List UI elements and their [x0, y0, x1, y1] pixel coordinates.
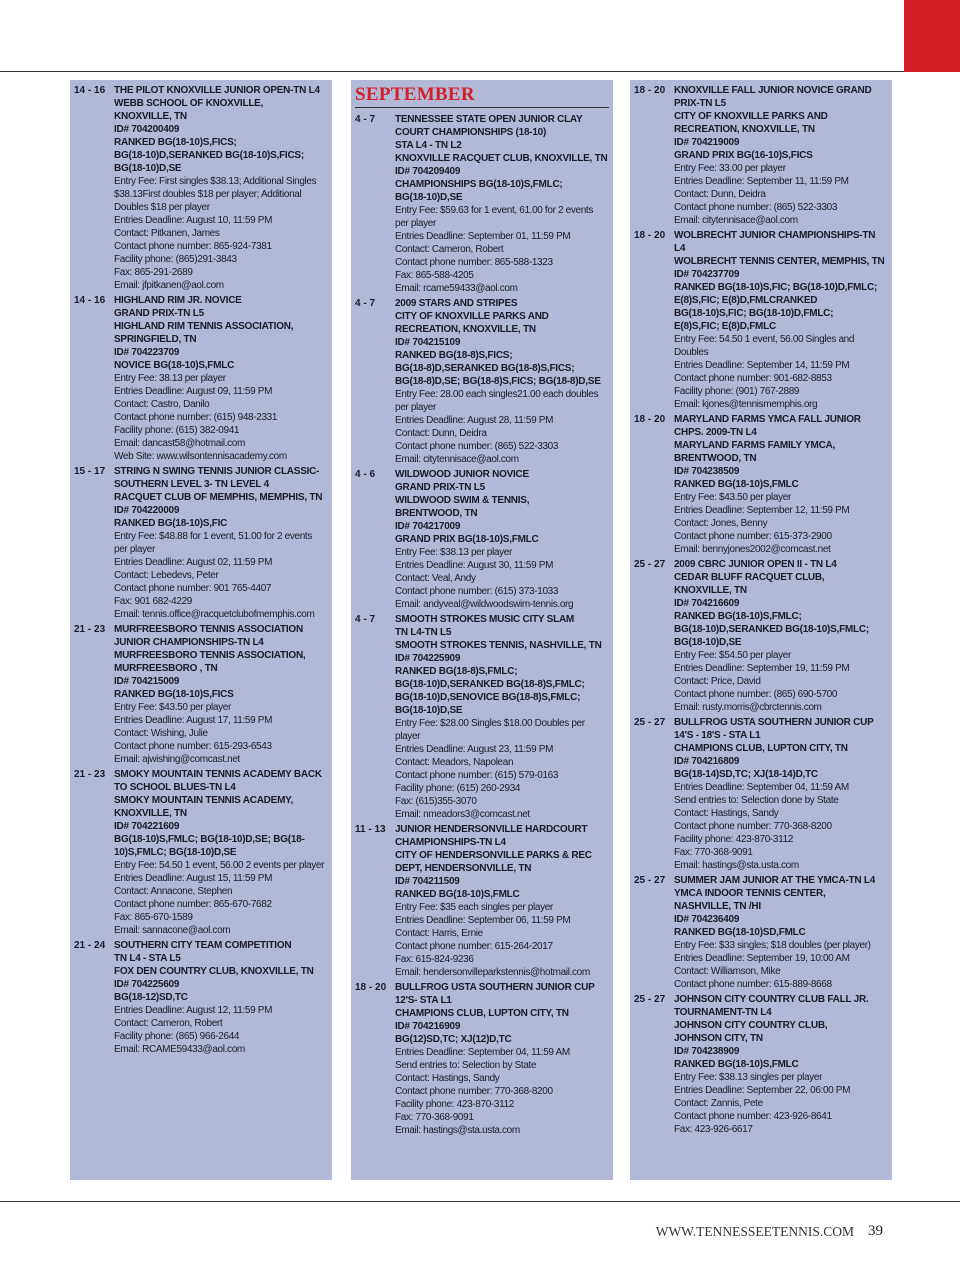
detail-heading-line: RECREATION, KNOXVILLE, TN — [395, 324, 536, 335]
detail-line: Entries Deadline: September 19, 11:59 PM — [674, 663, 850, 674]
tournament-entry — [634, 993, 888, 1136]
tournament-dates: 4 - 6 — [355, 469, 376, 480]
detail-heading-line: ID# 704223709 — [114, 347, 180, 358]
detail-line: Facility phone: 423-870-3112 — [674, 834, 793, 845]
detail-heading-line: WEBB SCHOOL OF KNOXVILLE, — [114, 98, 264, 109]
detail-line: Entries Deadline: August 15, 11:59 PM — [114, 873, 273, 884]
detail-heading-line: ID# 704220009 — [114, 505, 180, 516]
tournament-details — [395, 823, 609, 979]
detail-heading-line: SOUTHERN CITY TEAM COMPETITION — [114, 940, 292, 951]
detail-line: Entries Deadline: September 22, 06:00 PM — [674, 1085, 851, 1096]
detail-heading-line: BG(18-10)D,SE — [114, 163, 182, 174]
detail-heading-line: KNOXVILLE, TN — [114, 111, 187, 122]
detail-line: Entry Fee: $38.13 per player — [395, 547, 512, 558]
detail-line: Facility phone: (615) 260-2934 — [395, 783, 521, 794]
detail-line: Send entries to: Selection done by State — [674, 795, 839, 806]
tournament-dates: 25 - 27 — [634, 559, 666, 570]
detail-heading-line: CEDAR BLUFF RACQUET CLUB, — [674, 572, 825, 583]
tournament-details — [395, 468, 609, 611]
detail-heading-line: BG(18-10)D,SE — [674, 637, 742, 648]
detail-heading-line: STA L4 - TN L2 — [395, 140, 462, 151]
tournament-dates: 18 - 20 — [634, 414, 666, 425]
detail-heading-line: WOLBRECHT JUNIOR CHAMPIONSHIPS-TN L4 — [674, 230, 876, 254]
tournament-details — [674, 716, 888, 872]
tournament-dates: 21 - 23 — [74, 624, 106, 635]
contact-link-line[interactable]: Web Site: www.wilsontennisacademy.com — [114, 451, 287, 462]
detail-heading-line: MARYLAND FARMS FAMILY YMCA, — [674, 440, 836, 451]
tournament-dates: 15 - 17 — [74, 466, 106, 477]
tournament-dates: 21 - 24 — [74, 940, 106, 951]
detail-line: Entry Fee: First singles $38.13; Additional Singles — [114, 176, 317, 187]
detail-heading-line: 2009 STARS AND STRIPES — [395, 298, 518, 309]
contact-link-line[interactable]: Email: dancast58@hotmail.com — [114, 438, 245, 449]
detail-heading-line: BG(18-10)D,SE — [395, 192, 463, 203]
detail-line: Contact phone number: 865-670-7682 — [114, 899, 272, 910]
detail-heading-line: GRAND PRIX-TN L5 — [395, 482, 485, 493]
detail-line: Fax: 615-824-9236 — [395, 954, 474, 965]
detail-heading-line: WILDWOOD SWIM & TENNIS, — [395, 495, 530, 506]
contact-link-line[interactable]: Email: rcame59433@aol.com — [395, 283, 518, 294]
detail-heading-line: RANKED BG(18-8)S,FICS; — [395, 350, 513, 361]
detail-line: Fax: 423-926-6617 — [674, 1124, 753, 1135]
detail-line: Contact phone number: 615-889-8668 — [674, 979, 832, 990]
detail-heading-line: BRENTWOOD, TN — [395, 508, 478, 519]
detail-heading-line: ID# 704215009 — [114, 676, 180, 687]
detail-heading-line: RANKED BG(18-10)S,FMLC — [395, 889, 520, 900]
tournament-details — [114, 623, 328, 766]
detail-line: Entries Deadline: September 04, 11:59 AM — [674, 782, 849, 793]
contact-link-line[interactable]: Email: hendersonvilleparkstennis@hotmail.com — [395, 967, 590, 978]
detail-heading-line: SMOKY MOUNTAIN TENNIS ACADEMY BACK — [114, 769, 322, 780]
tournament-entry — [74, 623, 328, 766]
page-number: 39 — [868, 1223, 883, 1239]
tournament-dates: 25 - 27 — [634, 994, 666, 1005]
tournament-details — [674, 413, 888, 556]
detail-line: Contact phone number: 901 765-4407 — [114, 583, 272, 594]
tournament-dates: 4 - 7 — [355, 298, 376, 309]
detail-heading-line: THE PILOT KNOXVILLE JUNIOR OPEN-TN L4 — [114, 85, 320, 96]
detail-line: Fax: 865-670-1589 — [114, 912, 193, 923]
detail-line: Facility phone: (865) 966-2644 — [114, 1031, 240, 1042]
month-heading: SEPTEMBER — [355, 84, 609, 108]
detail-heading-line: RANKED BG(18-10)S,FMLC — [674, 479, 799, 490]
detail-heading-line: BULLFROG USTA SOUTHERN JUNIOR CUP — [395, 982, 595, 993]
detail-heading-line: CITY OF HENDERSONVILLE PARKS & REC — [395, 850, 592, 861]
detail-heading-line: E(8)S,FIC; E(8)D,FMLCRANKED — [674, 295, 818, 306]
detail-heading-line: RANKED BG(18-10)S,FICS; — [114, 137, 237, 148]
tournament-entry — [355, 981, 609, 1137]
detail-heading-line: ID# 704238909 — [674, 1046, 740, 1057]
detail-line: Entry Fee: $33 singles; $18 doubles (per player) — [674, 940, 871, 951]
detail-line: Entries Deadline: August 17, 11:59 PM — [114, 715, 273, 726]
detail-line: Contact: Hastings, Sandy — [395, 1073, 500, 1084]
detail-heading-line: RANKED BG(18-10)S,FICS — [114, 689, 234, 700]
detail-heading-line: YMCA INDOOR TENNIS CENTER, — [674, 888, 826, 899]
detail-line: Entry Fee: 38.13 per player — [114, 373, 226, 384]
detail-heading-line: KNOXVILLE RACQUET CLUB, KNOXVILLE, TN — [395, 153, 608, 164]
tournament-entry — [355, 823, 609, 979]
tournament-entry — [634, 558, 888, 714]
detail-heading-line: ID# 704236409 — [674, 914, 740, 925]
detail-heading-line: NASHVILLE, TN /HI — [674, 901, 761, 912]
detail-line: Contact phone number: (615) 579-0163 — [395, 770, 559, 781]
tournament-dates: 18 - 20 — [634, 85, 666, 96]
detail-heading-line: ID# 704200409 — [114, 124, 180, 135]
detail-heading-line: CITY OF KNOXVILLE PARKS AND — [674, 111, 828, 122]
detail-heading-line: CHPS. 2009-TN L4 — [674, 427, 757, 438]
tournament-entry — [74, 465, 328, 621]
tournament-dates: 18 - 20 — [355, 982, 387, 993]
tournament-details — [114, 84, 328, 292]
detail-heading-line: ID# 704215109 — [395, 337, 461, 348]
contact-link-line[interactable]: Email: andyveal@wildwoodswim-tennis.org — [395, 599, 574, 610]
tournament-entry — [634, 229, 888, 411]
contact-link-line[interactable]: Email: ajwishing@comcast.net — [114, 754, 240, 765]
tournament-details — [674, 558, 888, 714]
detail-line: Contact: Veal, Andy — [395, 573, 476, 584]
detail-line: Fax: 770-368-9091 — [674, 847, 753, 858]
detail-heading-line: JOHNSON CITY COUNTRY CLUB FALL JR. — [674, 994, 869, 1005]
detail-heading-line: ID# 704225909 — [395, 653, 461, 664]
tournament-dates: 25 - 27 — [634, 875, 666, 886]
detail-heading-line: BG(18-12)SD,TC — [114, 992, 188, 1003]
detail-heading-line: JOHNSON CITY, TN — [674, 1033, 763, 1044]
detail-line: Entry Fee: $43.50 per player — [114, 702, 231, 713]
detail-heading-line: ID# 704216809 — [674, 756, 740, 767]
detail-line: Contact phone number: (615) 373-1033 — [395, 586, 559, 597]
column-3 — [630, 80, 892, 1180]
contact-link-line[interactable]: Email: citytennisace@aol.com — [674, 215, 798, 226]
tournament-details — [674, 993, 888, 1136]
detail-line: per player — [395, 218, 436, 229]
tournament-dates: 14 - 16 — [74, 295, 106, 306]
detail-heading-line: RANKED BG(18-10)S,FIC — [114, 518, 228, 529]
detail-heading-line: TN L4-TN L5 — [395, 627, 452, 638]
detail-heading-line: GRAND PRIX BG(16-10)S,FICS — [674, 150, 813, 161]
detail-heading-line: BRENTWOOD, TN — [674, 453, 757, 464]
detail-heading-line: JUNIOR CHAMPIONSHIPS-TN L4 — [114, 637, 264, 648]
detail-heading-line: RACQUET CLUB OF MEMPHIS, MEMPHIS, TN — [114, 492, 323, 503]
tournament-entry — [634, 874, 888, 991]
detail-line: Fax: 865-291-2689 — [114, 267, 193, 278]
detail-line: Fax: 901 682-4229 — [114, 596, 193, 607]
tournament-entry — [74, 768, 328, 937]
detail-heading-line: SUMMER JAM JUNIOR AT THE YMCA-TN L4 — [674, 875, 876, 886]
contact-link-line[interactable]: Email: rusty.morris@cbrctennis.com — [674, 702, 822, 713]
detail-line: Entries Deadline: September 14, 11:59 PM — [674, 360, 850, 371]
contact-link-line[interactable]: Email: RCAME59433@aol.com — [114, 1044, 245, 1055]
contact-link-line[interactable]: Email: hastings@sta.usta.com — [674, 860, 799, 871]
detail-line: Contact: Williamson, Mike — [674, 966, 781, 977]
detail-heading-line: ID# 704209409 — [395, 166, 461, 177]
detail-heading-line: BG(18-10)S,FIC; BG(18-10)D,FMLC; — [674, 308, 834, 319]
detail-heading-line: ID# 704238509 — [674, 466, 740, 477]
detail-heading-line: 2009 CBRC JUNIOR OPEN II - TN L4 — [674, 559, 837, 570]
detail-heading-line: BG(18-10)D,SE — [395, 705, 463, 716]
detail-line: Entries Deadline: September 11, 11:59 PM — [674, 176, 849, 187]
contact-link-line[interactable]: Email: jfpitkanen@aol.com — [114, 280, 224, 291]
detail-heading-line: TN L4 - STA L5 — [114, 953, 181, 964]
detail-heading-line: ID# 704211509 — [395, 876, 460, 887]
detail-heading-line: KNOXVILLE, TN — [114, 808, 187, 819]
detail-line: Fax: 865-588-4205 — [395, 270, 474, 281]
tournament-details — [674, 874, 888, 991]
detail-heading-line: WOLBRECHT TENNIS CENTER, MEMPHIS, TN — [674, 256, 885, 267]
detail-line: per player — [395, 402, 436, 413]
detail-heading-line: SMOOTH STROKES TENNIS, NASHVILLE, TN — [395, 640, 602, 651]
detail-line: Contact: Lebedevs, Peter — [114, 570, 219, 581]
detail-heading-line: BG(12)SD,TC; XJ(12)D,TC — [395, 1034, 512, 1045]
tournament-details — [395, 113, 609, 295]
detail-line: Entry Fee: $28.00 Singles $18.00 Doubles per — [395, 718, 585, 729]
tournament-entry — [74, 84, 328, 292]
detail-heading-line: TO SCHOOL BLUES-TN L4 — [114, 782, 236, 793]
detail-line: Doubles — [674, 347, 709, 358]
detail-line: Entry Fee: $38.13 singles per player — [674, 1072, 823, 1083]
detail-line: Entries Deadline: August 12, 11:59 PM — [114, 1005, 273, 1016]
detail-line: Contact: Harris, Ernie — [395, 928, 483, 939]
detail-heading-line: CHAMPIONSHIPS BG(18-10)S,FMLC; — [395, 179, 563, 190]
detail-line: Entry Fee: $54.50 per player — [674, 650, 791, 661]
detail-heading-line: CHAMPIONSHIPS-TN L4 — [395, 837, 506, 848]
detail-heading-line: NOVICE BG(18-10)S,FMLC — [114, 360, 235, 371]
tournament-dates: 14 - 16 — [74, 85, 106, 96]
detail-heading-line: SPRINGFIELD, TN — [114, 334, 197, 345]
tournament-entry — [634, 413, 888, 556]
detail-line: Entry Fee: $59.63 for 1 event, 61.00 for 2 events — [395, 205, 593, 216]
detail-line: Contact: Hastings, Sandy — [674, 808, 779, 819]
tournament-dates: 25 - 27 — [634, 717, 666, 728]
contact-link-line[interactable]: Email: hastings@sta.usta.com — [395, 1125, 520, 1136]
detail-line: Contact: Castro, Danilo — [114, 399, 210, 410]
detail-heading-line: JUNIOR HENDERSONVILLE HARDCOURT — [395, 824, 588, 835]
detail-line: Facility phone: (615) 382-0941 — [114, 425, 240, 436]
detail-heading-line: BG(18-10)S,FMLC; BG(18-10)D,SE; BG(18- — [114, 834, 305, 845]
detail-heading-line: FOX DEN COUNTRY CLUB, KNOXVILLE, TN — [114, 966, 314, 977]
detail-line: Entries Deadline: August 02, 11:59 PM — [114, 557, 273, 568]
detail-heading-line: 12'S- STA L1 — [395, 995, 452, 1006]
tournament-details — [114, 939, 328, 1056]
tournament-entry — [634, 716, 888, 872]
detail-heading-line: WILDWOOD JUNIOR NOVICE — [395, 469, 529, 480]
detail-line: Contact phone number: 615-373-2900 — [674, 531, 832, 542]
detail-heading-line: ID# 704216609 — [674, 598, 740, 609]
detail-heading-line: JOHNSON CITY COUNTRY CLUB, — [674, 1020, 828, 1031]
detail-line: Entries Deadline: August 23, 11:59 PM — [395, 744, 554, 755]
detail-heading-line: MARYLAND FARMS YMCA FALL JUNIOR — [674, 414, 861, 425]
detail-heading-line: BG(18-10)D,SERANKED BG(18-10)S,FMLC; — [674, 624, 869, 635]
detail-line: Contact: Meadors, Napolean — [395, 757, 514, 768]
detail-line: Entries Deadline: September 06, 11:59 PM — [395, 915, 571, 926]
detail-heading-line: MURFREESBORO , TN — [114, 663, 218, 674]
detail-line: Send entries to: Selection by State — [395, 1060, 537, 1071]
detail-line: Facility phone: (865)291-3843 — [114, 254, 237, 265]
contact-link-line[interactable]: Email: nmeadors3@comcast.net — [395, 809, 530, 820]
detail-heading-line: BG(18-14)SD,TC; XJ(18-14)D,TC — [674, 769, 818, 780]
detail-line: Contact: Wishing, Julie — [114, 728, 208, 739]
detail-line: Entries Deadline: August 10, 11:59 PM — [114, 215, 273, 226]
detail-heading-line: RANKED BG(18-10)S,FMLC — [674, 1059, 799, 1070]
tournament-entry — [74, 294, 328, 463]
detail-heading-line: TOURNAMENT-TN L4 — [674, 1007, 772, 1018]
detail-heading-line: CHAMPIONS CLUB, LUPTON CITY, TN — [395, 1008, 569, 1019]
detail-line: Contact phone number: (865) 522-3303 — [674, 202, 838, 213]
detail-line: Fax: 770-368-9091 — [395, 1112, 474, 1123]
detail-line: Facility phone: (901) 767-2889 — [674, 386, 800, 397]
page-corner-tab — [904, 0, 960, 72]
tournament-details — [674, 229, 888, 411]
tournament-details — [114, 465, 328, 621]
contact-link-line[interactable]: Email: bennyjones2002@comcast.net — [674, 544, 831, 555]
detail-line: player — [395, 731, 421, 742]
tournament-details — [674, 84, 888, 227]
tournament-dates: 4 - 7 — [355, 114, 376, 125]
detail-heading-line: RANKED BG(18-8)S,FMLC; — [395, 666, 518, 677]
detail-line: Contact: Jones, Benny — [674, 518, 768, 529]
detail-line: Contact: Annacone, Stephen — [114, 886, 233, 897]
detail-heading-line: RANKED BG(18-10)S,FIC; BG(18-10)D,FMLC; — [674, 282, 878, 293]
detail-line: Entry Fee: 33.00 per player — [674, 163, 786, 174]
detail-line: Contact: Cameron, Robert — [395, 244, 504, 255]
detail-line: Contact phone number: 901-682-8853 — [674, 373, 832, 384]
tournament-dates: 11 - 13 — [355, 824, 386, 835]
detail-line: Doubles $18 per player — [114, 202, 210, 213]
contact-link-line[interactable]: Email: citytennisace@aol.com — [395, 454, 519, 465]
tournament-details — [395, 297, 609, 466]
contact-link-line[interactable]: Email: kjones@tennismemphis.org — [674, 399, 818, 410]
footer-rule — [0, 1201, 960, 1202]
tournament-details — [395, 613, 609, 821]
detail-heading-line: BG(18-8)D,SERANKED BG(18-8)S,FICS; — [395, 363, 575, 374]
detail-line: Facility phone: 423-870-3112 — [395, 1099, 514, 1110]
detail-heading-line: CHAMPIONS CLUB, LUPTON CITY, TN — [674, 743, 848, 754]
detail-heading-line: ID# 704237709 — [674, 269, 740, 280]
detail-heading-line: BG(18-8)D,SE; BG(18-8)S,FICS; BG(18-8)D,SE — [395, 376, 601, 387]
detail-heading-line: BG(18-10)D,SENOVICE BG(18-8)S,FMLC; — [395, 692, 581, 703]
detail-heading-line: STRING N SWING TENNIS JUNIOR CLASSIC- — [114, 466, 320, 477]
detail-heading-line: SMOKY MOUNTAIN TENNIS ACADEMY, — [114, 795, 293, 806]
tournament-dates: 18 - 20 — [634, 230, 666, 241]
header-rule — [0, 71, 960, 72]
detail-line: Entries Deadline: September 04, 11:59 AM — [395, 1047, 570, 1058]
detail-line: Contact phone number: (865) 690-5700 — [674, 689, 838, 700]
contact-link-line[interactable]: Email: sannacone@aol.com — [114, 925, 231, 936]
detail-heading-line: RECREATION, KNOXVILLE, TN — [674, 124, 815, 135]
detail-heading-line: PRIX-TN L5 — [674, 98, 726, 109]
detail-line: $38.13First doubles $18 per player; Additional — [114, 189, 302, 200]
detail-line: Contact phone number: 615-293-6543 — [114, 741, 272, 752]
detail-line: Entry Fee: 54.50 1 event, 56.00 Singles and — [674, 334, 855, 345]
detail-heading-line: KNOXVILLE FALL JUNIOR NOVICE GRAND — [674, 85, 872, 96]
detail-line: Entry Fee: 28.00 each singles21.00 each doubles — [395, 389, 599, 400]
detail-line: Contact phone number: (865) 522-3303 — [395, 441, 559, 452]
detail-heading-line: E(8)S,FIC; E(8)D,FMLC — [674, 321, 776, 332]
detail-line: Entry Fee: $35 each singles per player — [395, 902, 553, 913]
detail-heading-line: GRAND PRIX BG(18-10)S,FMLC — [395, 534, 539, 545]
detail-heading-line: TENNESSEE STATE OPEN JUNIOR CLAY — [395, 114, 583, 125]
detail-line: Entry Fee: $43.50 per player — [674, 492, 791, 503]
detail-heading-line: ID# 704216909 — [395, 1021, 461, 1032]
detail-heading-line: ID# 704225609 — [114, 979, 180, 990]
detail-line: Entries Deadline: September 19, 10:00 AM — [674, 953, 850, 964]
detail-heading-line: SMOOTH STROKES MUSIC CITY SLAM — [395, 614, 574, 625]
tournament-entry — [74, 939, 328, 1056]
column-2 — [351, 80, 613, 1180]
detail-line: Contact: Dunn, Deidra — [674, 189, 766, 200]
detail-line: Contact: Dunn, Deidra — [395, 428, 487, 439]
tournament-dates: 21 - 23 — [74, 769, 106, 780]
detail-line: Contact: Cameron, Robert — [114, 1018, 223, 1029]
tournament-details — [395, 981, 609, 1137]
tournament-entry — [634, 84, 888, 227]
detail-heading-line: BG(18-10)D,SERANKED BG(18-10)S,FICS; — [114, 150, 304, 161]
detail-line: Contact: Price, David — [674, 676, 761, 687]
detail-line: Entries Deadline: September 01, 11:59 PM — [395, 231, 571, 242]
detail-heading-line: HIGHLAND RIM JR. NOVICE — [114, 295, 242, 306]
detail-line: Entries Deadline: September 12, 11:59 PM — [674, 505, 850, 516]
detail-line: Entries Deadline: August 28, 11:59 PM — [395, 415, 554, 426]
detail-heading-line: SOUTHERN LEVEL 3- TN LEVEL 4 — [114, 479, 269, 490]
detail-heading-line: RANKED BG(18-10)S,FMLC; — [674, 611, 802, 622]
detail-heading-line: ID# 704221609 — [114, 821, 180, 832]
detail-heading-line: RANKED BG(18-10)SD,FMLC — [674, 927, 806, 938]
detail-line: Entry Fee: $48.88 for 1 event, 51.00 for 2 events — [114, 531, 312, 542]
detail-line: Entries Deadline: August 09, 11:59 PM — [114, 386, 273, 397]
tournament-entry — [355, 613, 609, 821]
contact-link-line[interactable]: Email: tennis.office@racquetclubofmemphis.com — [114, 609, 315, 620]
detail-line: Contact: Pitkanen, James — [114, 228, 220, 239]
detail-heading-line: CITY OF KNOXVILLE PARKS AND — [395, 311, 549, 322]
detail-line: Contact phone number: 423-926-8641 — [674, 1111, 832, 1122]
tournament-entry — [355, 297, 609, 466]
tournament-details — [114, 768, 328, 937]
detail-line: Contact phone number: 770-368-8200 — [674, 821, 832, 832]
detail-line: Entries Deadline: August 30, 11:59 PM — [395, 560, 554, 571]
detail-heading-line: COURT CHAMPIONSHIPS (18-10) — [395, 127, 547, 138]
detail-heading-line: DEPT, HENDERSONVILLE, TN — [395, 863, 532, 874]
footer-url[interactable]: WWW.TENNESSEETENNIS.COM — [655, 1224, 854, 1239]
detail-line: Contact phone number: 865-588-1323 — [395, 257, 553, 268]
tournament-details — [114, 294, 328, 463]
detail-line: per player — [114, 544, 155, 555]
detail-line: Entry Fee: 54.50 1 event, 56.00 2 events per player — [114, 860, 325, 871]
tournament-dates: 4 - 7 — [355, 614, 376, 625]
detail-heading-line: BULLFROG USTA SOUTHERN JUNIOR CUP — [674, 717, 874, 728]
detail-line: Contact: Zannis, Pete — [674, 1098, 763, 1109]
tournament-entry — [355, 113, 609, 295]
detail-heading-line: GRAND PRIX-TN L5 — [114, 308, 204, 319]
detail-heading-line: ID# 704217009 — [395, 521, 461, 532]
detail-line: Contact phone number: 865-924-7381 — [114, 241, 272, 252]
detail-heading-line: MURFREESBORO TENNIS ASSOCIATION — [114, 624, 303, 635]
detail-heading-line: BG(18-10)D,SERANKED BG(18-8)S,FMLC; — [395, 679, 585, 690]
detail-line: Contact phone number: 615-264-2017 — [395, 941, 553, 952]
tournament-entry — [355, 468, 609, 611]
detail-heading-line: 10)S,FMLC; BG(18-10)D,SE — [114, 847, 237, 858]
detail-line: Fax: (615)355-3070 — [395, 796, 477, 807]
detail-line: Contact phone number: (615) 948-2331 — [114, 412, 278, 423]
detail-heading-line: HIGHLAND RIM TENNIS ASSOCIATION, — [114, 321, 294, 332]
column-1 — [70, 80, 332, 1180]
detail-heading-line: 14'S - 18'S - STA L1 — [674, 730, 761, 741]
detail-heading-line: MURFREESBORO TENNIS ASSOCIATION, — [114, 650, 306, 661]
detail-line: Contact phone number: 770-368-8200 — [395, 1086, 553, 1097]
detail-heading-line: KNOXVILLE, TN — [674, 585, 747, 596]
detail-heading-line: ID# 704219009 — [674, 137, 740, 148]
